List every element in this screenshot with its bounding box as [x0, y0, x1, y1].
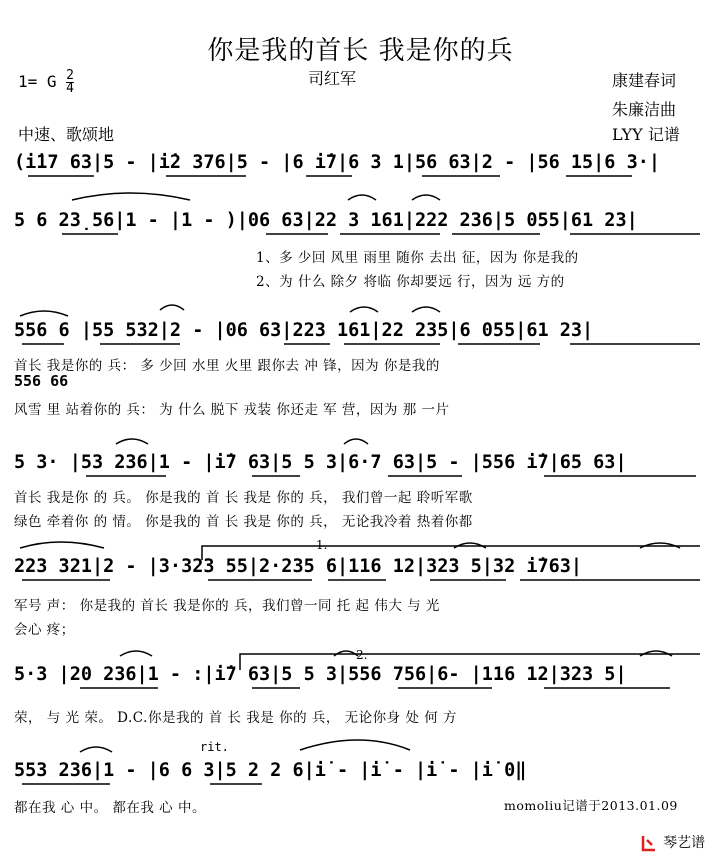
score-row-2: 5 6 23̣56|1 - |1 - )|06 63|22 3 161|222 236|5 055|61 23| [14, 210, 638, 231]
score-row-1: (i̇17 63|5 - |i̇2 376|5 - |6 i̇7|6 3 1|56 63|2 - |56 15|6 3·| [14, 152, 661, 173]
lyricist-credit: 康建春词 [612, 71, 677, 90]
composer-credit: 朱廉洁曲 [612, 100, 677, 119]
alt-notes-row-3: 556 66 [14, 372, 69, 390]
volta-2-bracket [240, 654, 700, 670]
slur [116, 439, 148, 444]
lyric-row-2b: 2、为 什么 除夕 将临 你却要远 行，因为 远 方的 [256, 274, 565, 290]
score-row-3: 556 6 |55 532|2 - |06 63|223 161|22 235|6 055|61 23| [14, 320, 594, 341]
singer-credit: 司红军 [308, 69, 357, 88]
score-row-4: 5 3· |53 236|1 - |i̇7 63|5 5 3|6·7 63|5 - |556 i̇7|65 63| [14, 452, 627, 473]
logo-text: 琴艺谱 [663, 835, 706, 851]
slur [412, 307, 440, 312]
volta-1-bracket [202, 546, 700, 560]
slur [20, 542, 104, 548]
key-text: 1= G [18, 72, 57, 91]
lyric-row-6a: 荣， 与 光 荣。 D.C.你是我的 首 长 我是 你的 兵， 无论你身 处 何 方 [14, 710, 458, 726]
volta-1-label: 1. [316, 538, 328, 552]
slur [72, 193, 190, 200]
slur [344, 439, 368, 444]
slur [120, 651, 152, 656]
transcription-credit: momoliu记谱于2013.01.09 [504, 798, 678, 813]
lyric-row-3a: 首长 我是你的 兵： 多 少回 水里 火里 跟你去 冲 锋，因为 你是我的 [14, 358, 440, 374]
score-row-5: 223 321|2 - |3·323 55|2·235 6|116 12|323 5|32 i̇763| [14, 556, 583, 577]
lyric-row-5b: 会心 疼； [14, 622, 75, 638]
lyric-row-5a: 军号 声： 你是我的 首长 我是你的 兵，我们曾一同 托 起 伟大 与 光 [14, 598, 440, 614]
lyric-row-2a: 1、多 少回 风里 雨里 随你 去出 征，因为 你是我的 [256, 250, 579, 266]
slur [300, 740, 410, 750]
tempo-marking: 中速、歌颂地 [18, 125, 115, 144]
score-row-6: 5·3 |20 236|1 - :|i̇7 63|5 5 3|556 756|6- |116 12|323 5| [14, 664, 627, 685]
slur [80, 747, 112, 752]
slur [412, 195, 440, 200]
slur [20, 311, 68, 316]
lyric-row-3b: 风雪 里 站着你的 兵： 为 什么 脱下 戎装 你还走 军 营，因为 那 一片 [14, 402, 450, 418]
song-title: 你是我的首长 我是你的兵 [207, 36, 514, 66]
slur [350, 307, 378, 312]
lyric-row-4b: 绿色 牵着你 的 情。 你是我的 首 长 我是 你的 兵， 无论我冷着 热着你都 [14, 514, 473, 530]
slur [160, 305, 184, 310]
score-row-7: 553 236|1 - |6 6 3|5 2 2 6|i̇ - |i̇ - |i̇ - |i̇ 0‖ [14, 760, 527, 781]
meter-numerator: 2 [66, 68, 74, 83]
transcriber-credit: LYY 记谱 [612, 125, 680, 144]
slur [348, 195, 376, 200]
lyric-row-4a: 首长 我是你 的 兵。 你是我的 首 长 我是 你的 兵， 我们曾一起 聆听军歌 [14, 490, 473, 506]
meter-denominator: 4 [66, 81, 74, 96]
ritardando-mark: rit. [200, 740, 229, 754]
lyric-row-7a: 都在我 心 中。 都在我 心 中。 [14, 800, 206, 816]
volta-2-label: 2. [356, 648, 368, 662]
